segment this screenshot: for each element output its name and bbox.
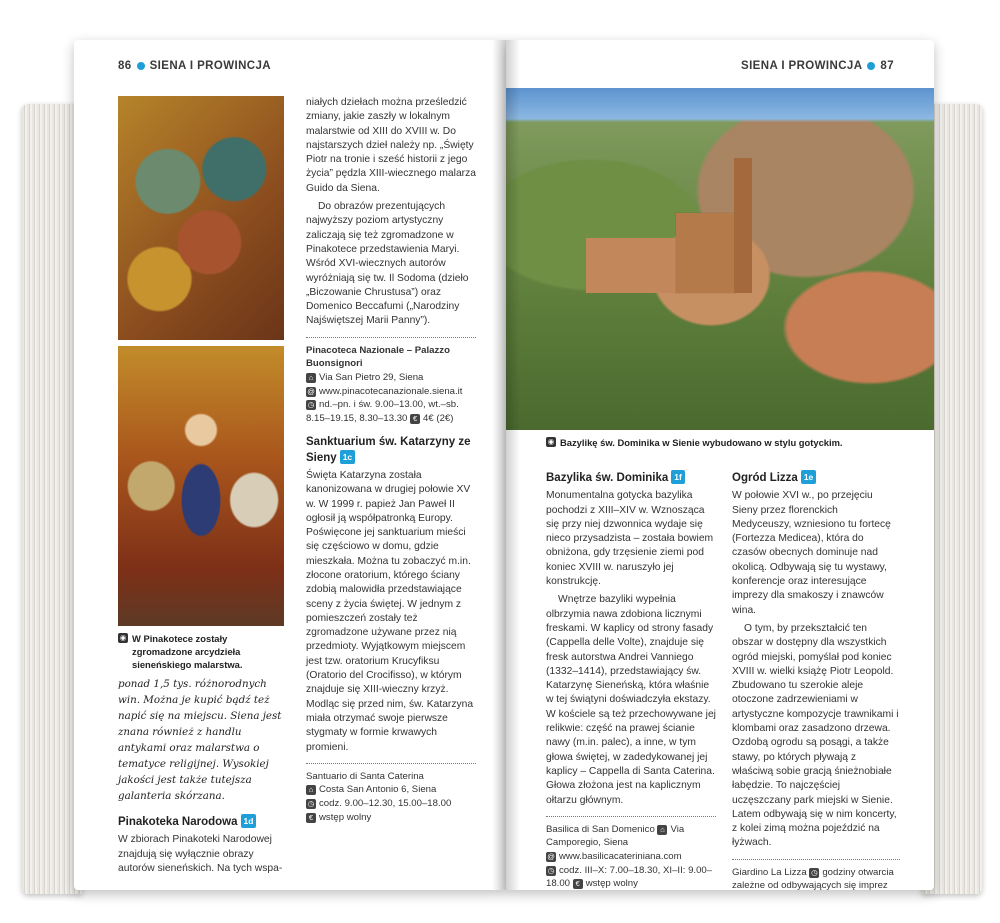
map-tag[interactable]: 1f	[671, 470, 685, 484]
handwritten-note: ponad 1,5 tys. różnorodnych win. Można je kupić bądź też napić się na miejscu. Siena jest znana również z handlu antykami oraz malarstwa o tematyce religijnej. Wysokiej jakości jest także tutejsza galanteria skórzana.	[118, 678, 282, 802]
ogrod-paragraph-1: W połowie XVI w., po przejęciu Sieny przez florenckich Medyceuszy, wzniesiono tu fortecę (Fortezza Medicea), która do czasów obecnych dominuje nad okolicą. Odbywają się tu wystawy, konferencje oraz interesujące imprezy dla smakoszy i znawców wina.	[732, 490, 891, 616]
fresco-painting-image	[118, 96, 284, 340]
left-image-caption: ◉ W Pinakotece zostały zgromadzone arcydzieła sieneńskiego malarstwa.	[119, 633, 243, 670]
col2-paragraph-2: Do obrazów prezentujących najwyższy poziom artystyczny zaliczają się też zgromadzone w Pinakotece przedstawienia Maryi. Wśród XVI-wiecznych autorów wyróżniają się tw. Il Sodoma (dzieło „Biczowanie Chrustusa”) oraz Domenico Beccafumi („Narodziny Najświętszej Marii Panny”).	[306, 201, 469, 327]
address-icon: ⌂	[657, 825, 667, 835]
book-gutter-shadow	[492, 40, 520, 890]
left-column-1	[118, 676, 288, 880]
camera-icon: ◉	[547, 437, 555, 446]
web-icon: @	[547, 852, 555, 862]
info-box-lizza: Giardino La Lizza ◷ godziny otwarcia zależne od odbywających się imprez	[732, 866, 894, 890]
right-page	[506, 40, 934, 890]
right-column-2	[732, 460, 900, 890]
ogrod-paragraph-2: O tym, by przekształcić ten obszar w dostępny dla wszystkich ogród miejski, pomyślał pod koniec XVIII w. wielki książę Piotr Leopold. Zbudowano tu szerokie aleje otoczone zadrzewieniami w artystyczne kompozycje trawnikami i klombami oraz zasadzono drzewa. Ozdobą ogrodu są posągi, a także stawy, po których pływają z właściwą sobie gracją śnieżnobiałe łabędzie. To najczęściej uczęszczany park miejski w Sienie. Latem odbywają się w nim koncerty, z kolei zimą można pojeździć na łyżwach.	[732, 622, 899, 849]
pinakoteka-text: W zbiorach Pinakoteki Narodowej znajdują się wyłącznie obrazy autorów sieneńskich. Na tych wspa-	[118, 834, 283, 874]
divider	[546, 816, 716, 817]
web-link[interactable]: www.pinacotecanazionale.siena.it	[319, 385, 463, 397]
info-box-pinacoteca: Pinacoteca Nazionale – Palazzo Buonsignori ⌂ Via San Pietro 29, Siena @ www.pinacotecanazionale.siena.it ◷ nd.–pn. i św. 9.00–13.00, wt.–sb. 8.15–19.15, 8.30–13.30 € 4€ (2€)	[306, 344, 476, 426]
section-dot-icon	[867, 62, 875, 70]
clock-icon: ◷	[811, 867, 818, 877]
bazylika-heading: Bazylika św. Dominika 1f	[546, 470, 716, 485]
section-title: SIENA I PROWINCJA	[741, 60, 863, 72]
address-icon: ⌂	[306, 373, 316, 383]
right-page-header	[741, 60, 894, 72]
divider	[306, 337, 476, 338]
divider	[306, 763, 476, 764]
bazylika-paragraph-1: Monumentalna gotycka bazylika pochodzi z XIII–XIV w. Wznosząca się przy niej dzwonnica wydaje się nieco przysadzista – została bowiem obniżona, gdy trzęsienie ziemi pod koniec XVIII w. naruszyło jej konstrukcję.	[546, 490, 714, 588]
price-icon: €	[306, 813, 316, 823]
info-name: Giardino La Lizza	[732, 866, 807, 878]
madonna-painting-image	[118, 346, 284, 626]
map-tag[interactable]: 1e	[801, 470, 816, 484]
ogrod-heading: Ogród Lizza 1e	[732, 470, 900, 485]
clock-icon: ◷	[307, 799, 315, 809]
info-box-basilica: Basilica di San Domenico ⌂ Via Camporegio, Siena @ www.basilicacateriniana.com ◷ codz. III–X: 7.00–18.30, XI–II: 9.00–18.00 € wstęp wolny	[546, 823, 713, 890]
basilica-apse	[676, 213, 736, 293]
map-tag[interactable]: 1c	[340, 450, 355, 464]
camera-icon: ◉	[119, 633, 127, 642]
price-icon: €	[410, 414, 420, 424]
left-column-2	[306, 96, 476, 824]
section-title: SIENA I PROWINCJA	[149, 60, 271, 72]
left-page-header	[118, 60, 271, 72]
info-name: Santuario di Santa Caterina	[306, 770, 424, 782]
pinakoteka-heading: Pinakoteka Narodowa 1d	[118, 814, 288, 829]
right-image-caption: ◉ Bazylikę św. Dominika w Sienie wybudowano w stylu gotyckim.	[547, 437, 843, 448]
page-edges-left	[22, 104, 82, 894]
address-icon: ⌂	[306, 785, 316, 795]
bell-tower	[734, 158, 752, 293]
page-number: 86	[118, 60, 132, 72]
col2-paragraph-1: niałych dziełach można prześledzić zmiany, jakie zaszły w lokalnym malarstwie od XIII do XVIII w. Do najstarszych dzieł należy np. „Święty Piotr na tronie i sześć historii z jego życia” pędzla XIII-wiecznego malarza Guido da Siena.	[306, 97, 476, 194]
info-box-santuario: Santuario di Santa Caterina ⌂ Costa San Antonio 6, Siena ◷ codz. 9.00–12.30, 15.00–18.00 € wstęp wolny	[306, 770, 476, 824]
info-name: Pinacoteca Nazionale – Palazzo Buonsignori	[306, 344, 450, 370]
web-link[interactable]: www.basilicacateriniana.com	[559, 851, 682, 863]
map-tag[interactable]: 1d	[241, 814, 257, 828]
section-dot-icon	[137, 62, 145, 70]
bazylika-paragraph-2: Wnętrze bazyliki wypełnia olbrzymia nawa zdobiona licznymi freskami. W kaplicy od strony fasady (Cappella delle Volte), znajduje się fresk autorstwa Andrei Vanniego (1332–1414), przedstawiający św. Katarzynę Sieneńską, która właśnie w tej świątyni doświadczyła ekstazy. W kościele są też przechowywane jej relikwie: część na prawej ścianie nawy (m.in. palec), a inne, w tym głowa świętej, w zadedykowanej jej kaplicy – Cappella di Santa Caterina. Głowa złożona jest na kaplicznym ołtarzu głównym.	[546, 594, 716, 806]
right-column-1	[546, 460, 716, 890]
web-icon: @	[307, 386, 315, 396]
sanktuarium-text: Święta Katarzyna została kanonizowana w drugiej połowie XV w. W 1999 r. papież Jan Paweł II ogłosił ją współpatronką Europy. Poświęcone jej sanktuarium mieści się częściowo w domu, gdzie mieszkała. Można tu zobaczyć m.in. złocone oratorium, którego ściany zdobią malowidła przedstawiające sceny z życia świętej. W jednym z pomieszczeń zostały też zgromadzone używane przez nią przedmioty. Wyjątkowym miejscem jest tzw. oratorium Krucyfiksu (Oratorio del Crocifisso), w którym znajduje się XIII-wieczny krzyż. Modląc się przed nim, św. Katarzyna miała otrzymać swoje pierwsze stygmaty w formie krwawych promieni.	[306, 469, 474, 753]
open-guidebook	[22, 14, 982, 914]
clock-icon: ◷	[547, 865, 555, 875]
left-page	[74, 40, 506, 890]
price-icon: €	[573, 879, 583, 889]
clock-icon: ◷	[307, 400, 315, 410]
info-name: Basilica di San Domenico	[546, 823, 655, 835]
basilica-photo	[506, 88, 934, 430]
sanktuarium-heading: Sanktuarium św. Katarzyny ze Sieny 1c	[306, 436, 471, 464]
page-number: 87	[880, 60, 894, 72]
divider	[732, 859, 900, 860]
